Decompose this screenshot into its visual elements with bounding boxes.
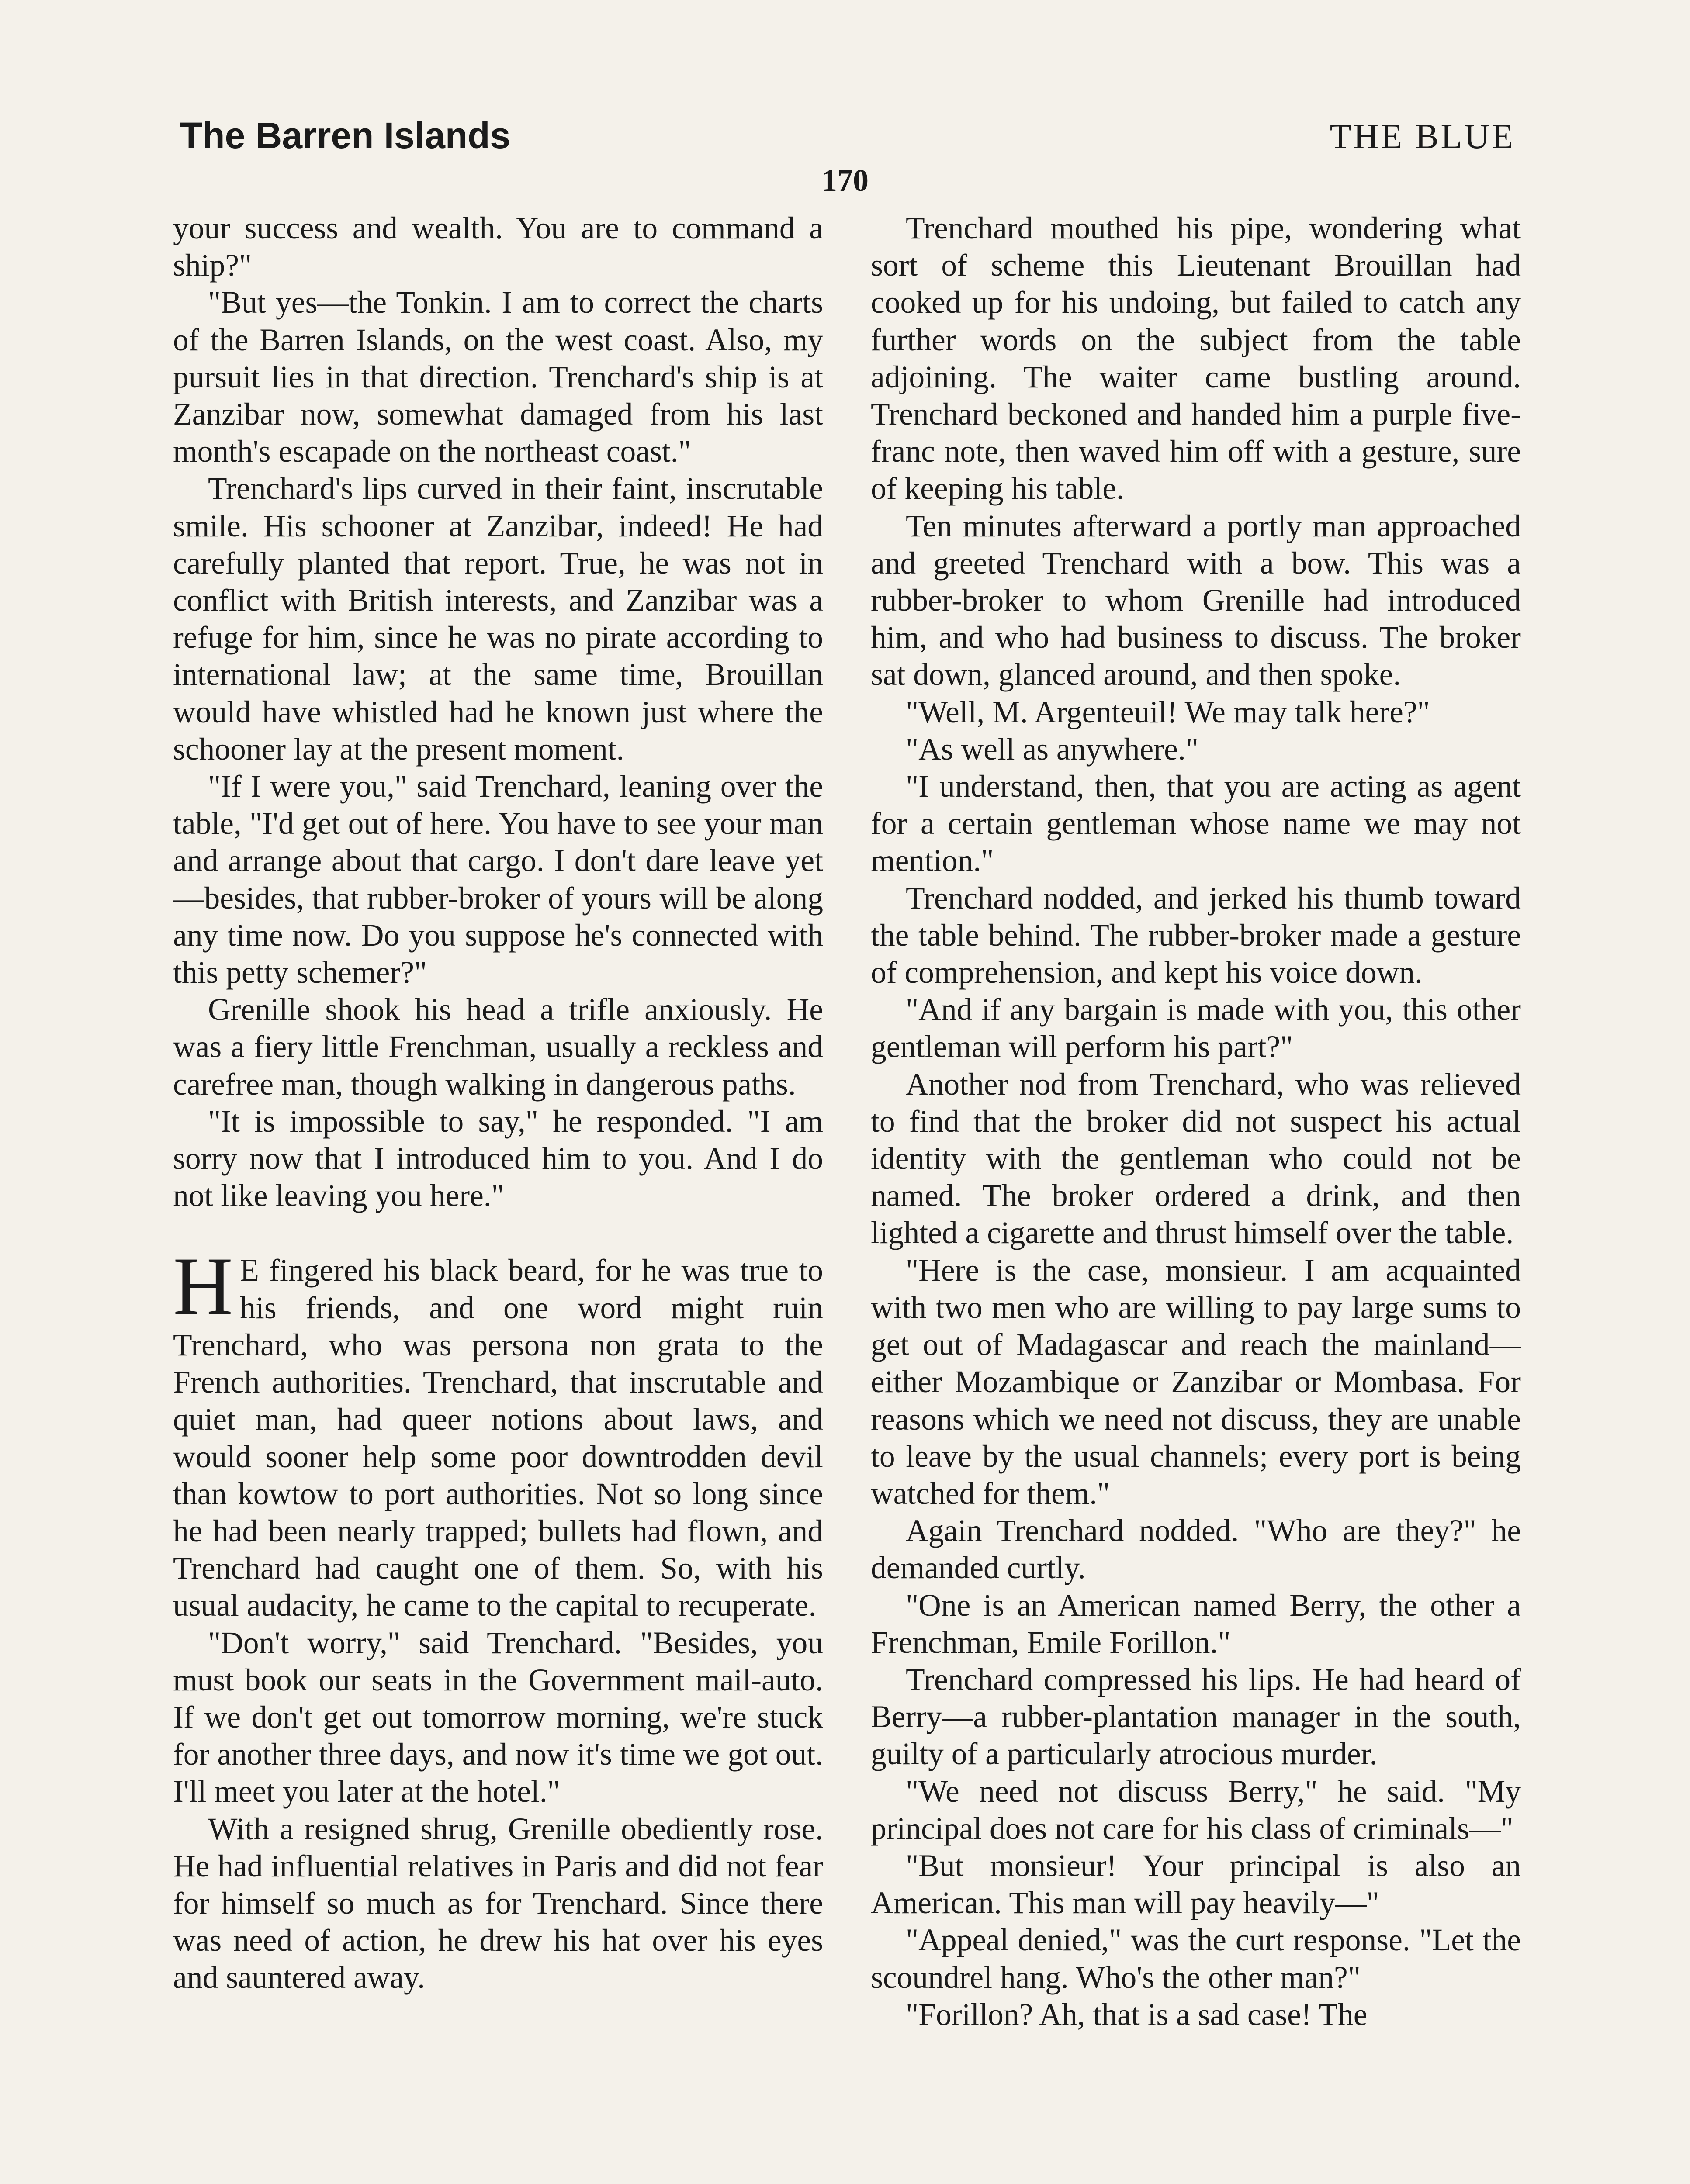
paragraph: your success and wealth. You are to command a ship?": [173, 211, 823, 283]
paragraph: "Don't worry," said Trenchard. "Besides, you must book our seats in the Government mail-auto. If we don't get out tomorrow morning, we're stuck for another three days, and now it's time we got out. I'll meet you later at the hotel.": [173, 1625, 823, 1809]
paragraph: With a resigned shrug, Grenille obediently rose. He had influential relatives in Paris and did not fear for himself so much as for Trenchard. Since there was need of action, he drew his hat over his eyes and sauntered away.: [173, 1811, 823, 1995]
paragraph: Another nod from Trenchard, who was relieved to find that the broker did not suspect his actual identity with the gentleman who could not be named. The broker ordered a drink, and then lighted a cigarette and thrust himself over the table.: [871, 1067, 1521, 1251]
paragraph: "But yes—the Tonkin. I am to correct the charts of the Barren Islands, on the west coast. Also, my pursuit lies in that direction. Trenchard's ship is at Zanzibar now, somewhat damaged from his last month's escapade on the northeast coast.": [173, 285, 823, 469]
paragraph: Ten minutes afterward a portly man approached and greeted Trenchard with a bow. This was a rubber-broker to whom Grenille had introduced him, and who had business to discuss. The broker sat down, glanced around, and then spoke.: [871, 508, 1521, 692]
dropcap-paragraph-text: E fingered his black beard, for he was true to his friends, and one word might ruin Trenchard, who was persona non grata to the French authorities. Trenchard, that inscrutable and quiet man, had queer notions about laws, and would sooner help some poor downtrodden devil than kowtow to port authorities. Not so long since he had been nearly trapped; bullets had flown, and Trenchard had caught one of them. So, with his usual audacity, he came to the capital to recuperate.: [173, 1253, 823, 1623]
paragraph: "We need not discuss Berry," he said. "My principal does not care for his class of criminals—": [871, 1774, 1521, 1846]
paragraph: Trenchard nodded, and jerked his thumb toward the table behind. The rubber-broker made a gesture of comprehension, and kept his voice down.: [871, 881, 1521, 990]
left-column: [173, 210, 823, 1997]
dropcap-letter: H: [173, 1241, 233, 1333]
paragraph: Trenchard mouthed his pipe, wondering what sort of scheme this Lieutenant Brouillan had cooked up for his undoing, but failed to catch any further words on the subject from the table adjoining. The waiter came bustling around. Trenchard beckoned and handed him a purple five-franc note, then waved him off with a gesture, sure of keeping his table.: [871, 211, 1521, 506]
paragraph: "As well as anywhere.": [906, 732, 1198, 767]
section-break: [173, 1214, 823, 1252]
paragraph: "One is an American named Berry, the other a Frenchman, Emile Forillon.": [871, 1588, 1521, 1660]
paragraph: "Forillon? Ah, that is a sad case! The: [906, 1997, 1368, 2032]
paragraph: "I understand, then, that you are acting as agent for a certain gentleman whose name we may not mention.": [871, 769, 1521, 878]
paragraph: "But monsieur! Your principal is also an American. This man will pay heavily—": [871, 1848, 1521, 1921]
paragraph: "It is impossible to say," he responded. "I am sorry now that I introduced him to you. And I do not like leaving you here.": [173, 1104, 823, 1213]
running-header-title: The Barren Islands: [180, 115, 511, 156]
right-column: [871, 210, 1521, 2033]
dropcap-paragraph: [173, 1241, 823, 1624]
paragraph: "If I were you," said Trenchard, leaning over the table, "I'd get out of here. You have to see your man and arrange about that cargo. I don't dare leave yet—besides, that rubber-broker of yours will be along any time now. Do you suppose he's connected with this petty schemer?": [173, 769, 823, 990]
paragraph: "And if any bargain is made with you, this other gentleman will perform his part?": [871, 992, 1521, 1064]
paragraph: "Here is the case, monsieur. I am acquainted with two men who are willing to pay large sums to get out of Madagascar and reach the mainland—either Mozambique or Zanzibar or Mombasa. For reasons which we need not discuss, they are unable to leave by the usual channels; every port is being watched for them.": [871, 1253, 1521, 1511]
running-header-magazine: THE BLUE: [1330, 117, 1515, 156]
paragraph: Again Trenchard nodded. "Who are they?" he demanded curtly.: [871, 1514, 1521, 1586]
paragraph: Trenchard's lips curved in their faint, inscrutable smile. His schooner at Zanzibar, indeed! He had carefully planted that report. True, he was not in conflict with British interests, and Zanzibar was a refuge for him, since he was no pirate according to international law; at the same time, Brouillan would have whistled had he known just where the schooner lay at the present moment.: [173, 471, 823, 767]
paragraph: Trenchard compressed his lips. He had heard of Berry—a rubber-plantation manager in the south, guilty of a particularly atrocious murder.: [871, 1662, 1521, 1772]
paragraph: "Appeal denied," was the curt response. "Let the scoundrel hang. Who's the other man?": [871, 1923, 1521, 1995]
paragraph: "Well, M. Argenteuil! We may talk here?": [906, 695, 1430, 729]
paragraph: Grenille shook his head a trifle anxiously. He was a fiery little Frenchman, usually a reckless and carefree man, though walking in dangerous paths.: [173, 992, 823, 1102]
page-number: 170: [821, 163, 869, 198]
